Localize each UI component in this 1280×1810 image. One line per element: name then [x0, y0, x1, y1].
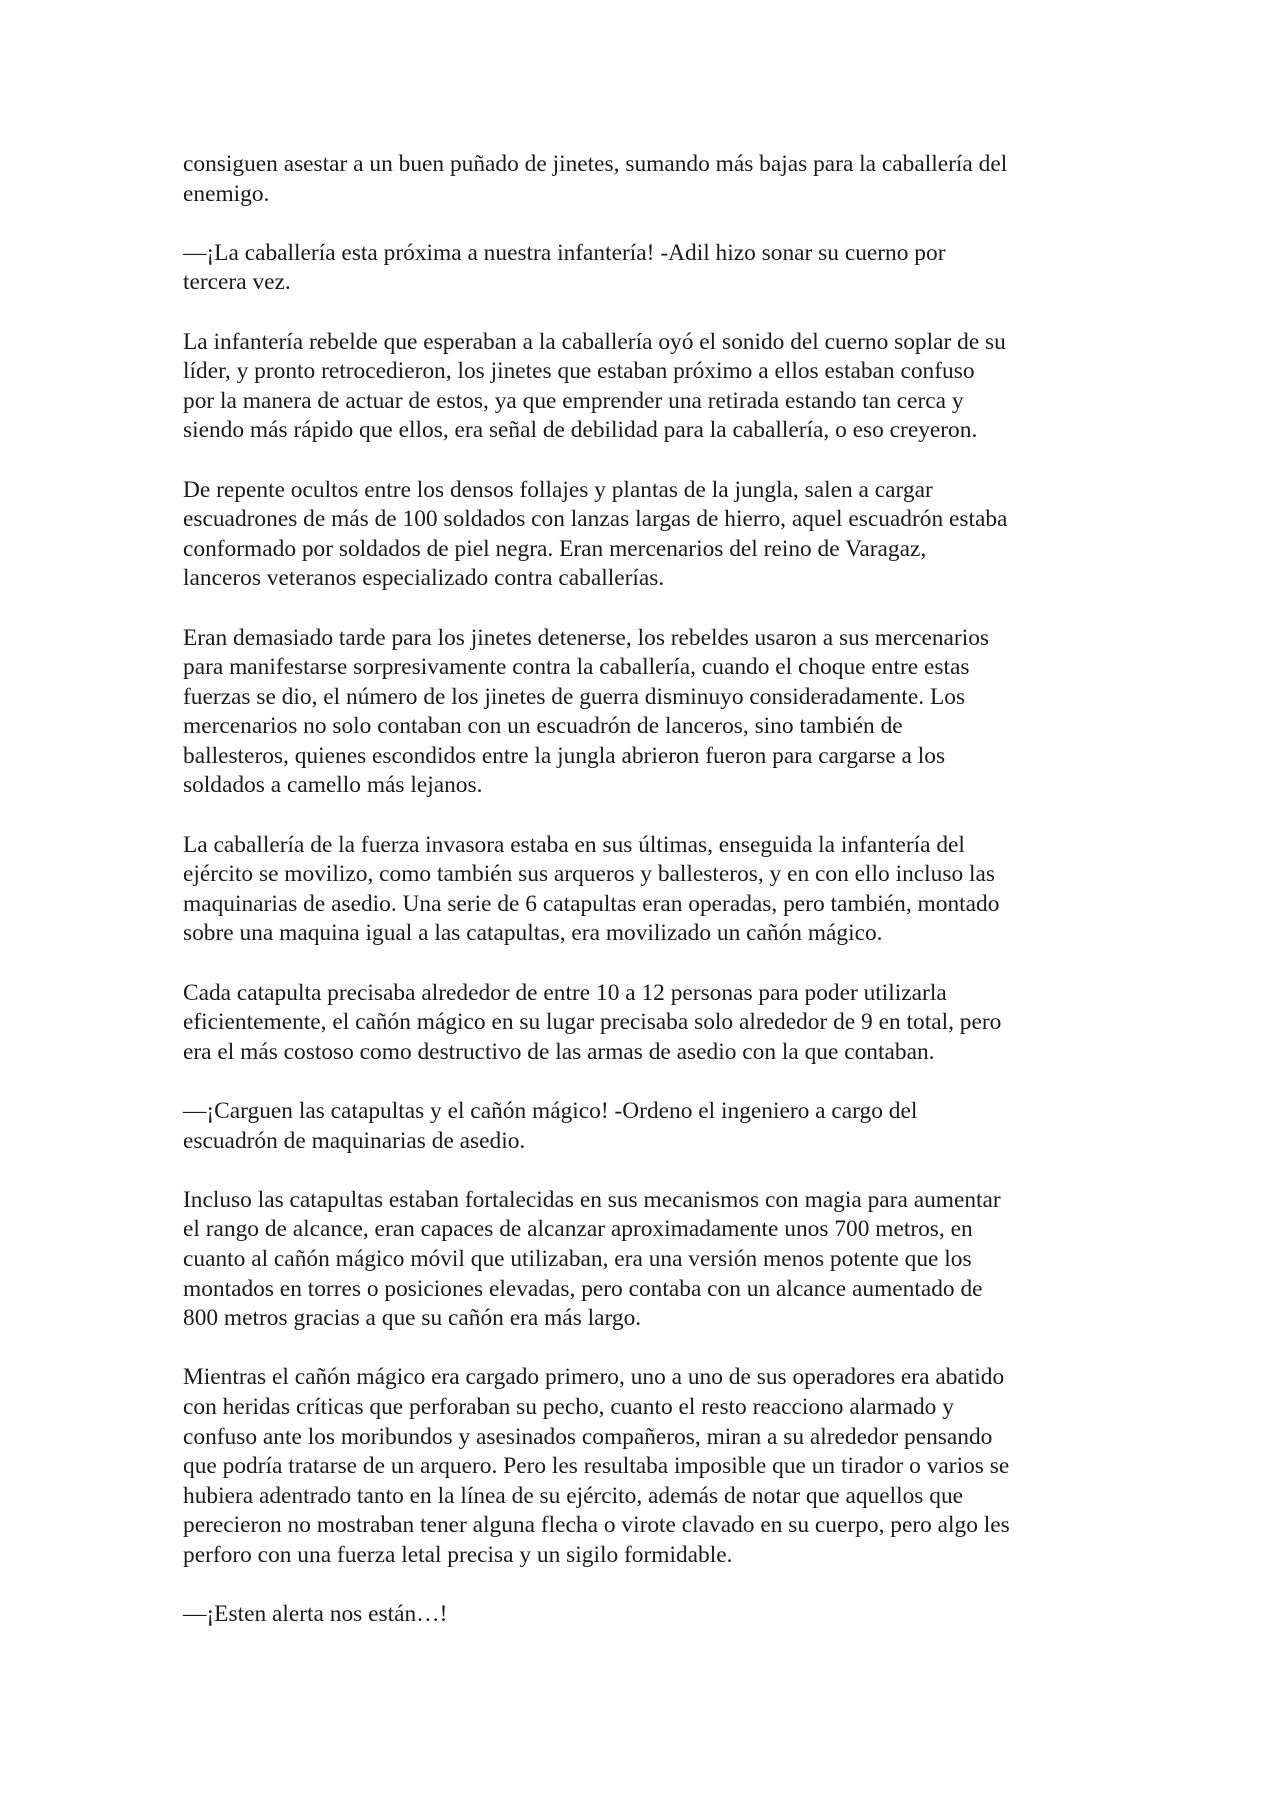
text-line: De repente ocultos entre los densos follajes y plantas de la jungla, salen a cargar: [183, 476, 933, 503]
text-line: montados en torres o posiciones elevadas, pero contaba con un alcance aumentado de: [183, 1275, 983, 1302]
paragraph: [183, 831, 1103, 949]
text-line: para manifestarse sorpresivamente contra la caballería, cuando el choque entre estas: [183, 654, 970, 681]
text-line: perecieron no mostraban tener alguna flecha o virote clavado en su cuerpo, pero algo les: [183, 1512, 1010, 1539]
text-line: con heridas críticas que perforaban su pecho, cuanto el resto reacciono alarmado y: [183, 1393, 954, 1420]
paragraph: [183, 1363, 1103, 1570]
text-line: tercera vez.: [183, 269, 291, 296]
text-line: conformado por soldados de piel negra. Eran mercenarios del reino de Varagaz,: [183, 535, 927, 562]
text-line: maquinarias de asedio. Una serie de 6 catapultas eran operadas, pero también, montado: [183, 890, 1000, 917]
text-line: escuadrones de más de 100 soldados con lanzas largas de hierro, aquel escuadrón estaba: [183, 506, 1008, 533]
document-page: [183, 150, 1103, 1659]
paragraph: [183, 1097, 1103, 1156]
text-line: ballesteros, quienes escondidos entre la jungla abrieron fueron para cargarse a los: [183, 742, 946, 769]
text-line: era el más costoso como destructivo de las armas de asedio con la que contaban.: [183, 1038, 935, 1065]
text-line: —¡Esten alerta nos están…!: [183, 1601, 448, 1628]
text-line: escuadrón de maquinarias de asedio.: [183, 1127, 526, 1154]
text-line: siendo más rápido que ellos, era señal de debilidad para la caballería, o eso creyeron.: [183, 417, 978, 444]
text-line: Mientras el cañón mágico era cargado primero, uno a uno de sus operadores era abatido: [183, 1364, 1005, 1391]
text-line: Eran demasiado tarde para los jinetes detenerse, los rebeldes usaron a sus mercenarios: [183, 624, 990, 651]
text-line: hubiera adentrado tanto en la línea de su ejército, además de notar que aquellos que: [183, 1482, 964, 1509]
text-line: el rango de alcance, eran capaces de alcanzar aproximadamente unos 700 metros, en: [183, 1216, 973, 1243]
paragraph: [183, 979, 1103, 1068]
paragraph: [183, 150, 1103, 209]
text-line: —¡Carguen las catapultas y el cañón mágico! -Ordeno el ingeniero a cargo del: [183, 1098, 918, 1124]
paragraph: [183, 239, 1103, 298]
text-line: soldados a camello más lejanos.: [183, 772, 483, 799]
paragraph: [183, 624, 1103, 802]
text-line: perforo con una fuerza letal precisa y un sigilo formidable.: [183, 1541, 733, 1568]
text-line: enemigo.: [183, 180, 270, 207]
text-line: La infantería rebelde que esperaban a la caballería oyó el sonido del cuerno soplar de su: [183, 328, 1006, 355]
text-line: mercenarios no solo contaban con un escuadrón de lanceros, sino también de: [183, 713, 903, 740]
text-line: Incluso las catapultas estaban fortalecidas en sus mecanismos con magia para aumentar: [183, 1186, 1001, 1213]
text-line: sobre una maquina igual a las catapultas, era movilizado un cañón mágico.: [183, 920, 883, 947]
text-line: La caballería de la fuerza invasora estaba en sus últimas, enseguida la infantería del: [183, 831, 965, 858]
paragraph: [183, 328, 1103, 446]
text-line: Cada catapulta precisaba alrededor de entre 10 a 12 personas para poder utilizarla: [183, 979, 947, 1006]
text-line: —¡La caballería esta próxima a nuestra infantería! -Adil hizo sonar su cuerno por: [183, 239, 946, 266]
text-line: cuanto al cañón mágico móvil que utilizaban, era una versión menos potente que los: [183, 1245, 972, 1272]
text-line: por la manera de actuar de estos, ya que emprender una retirada estando tan cerca y: [183, 387, 964, 414]
text-line: consiguen asestar a un buen puñado de jinetes, sumando más bajas para la caballería del: [183, 151, 1008, 177]
text-line: eficientemente, el cañón mágico en su lugar precisaba solo alrededor de 9 en total, pero: [183, 1009, 1002, 1036]
text-line: fuerzas se dio, el número de los jinetes de guerra disminuyo consideradamente. Los: [183, 683, 966, 710]
paragraph: [183, 476, 1103, 594]
text-line: líder, y pronto retrocedieron, los jinetes que estaban próximo a ellos estaban confuso: [183, 358, 975, 385]
text-line: 800 metros gracias a que su cañón era más largo.: [183, 1305, 642, 1332]
text-line: que podría tratarse de un arquero. Pero les resultaba imposible que un tirador o varios se: [183, 1453, 1010, 1480]
paragraph: [183, 1186, 1103, 1334]
text-line: ejército se movilizo, como también sus arqueros y ballesteros, y en con ello incluso las: [183, 861, 995, 888]
text-line: lanceros veteranos especializado contra caballerías.: [183, 565, 665, 592]
paragraph: [183, 1600, 1103, 1630]
text-line: confuso ante los moribundos y asesinados compañeros, miran a su alrededor pensando: [183, 1423, 993, 1450]
